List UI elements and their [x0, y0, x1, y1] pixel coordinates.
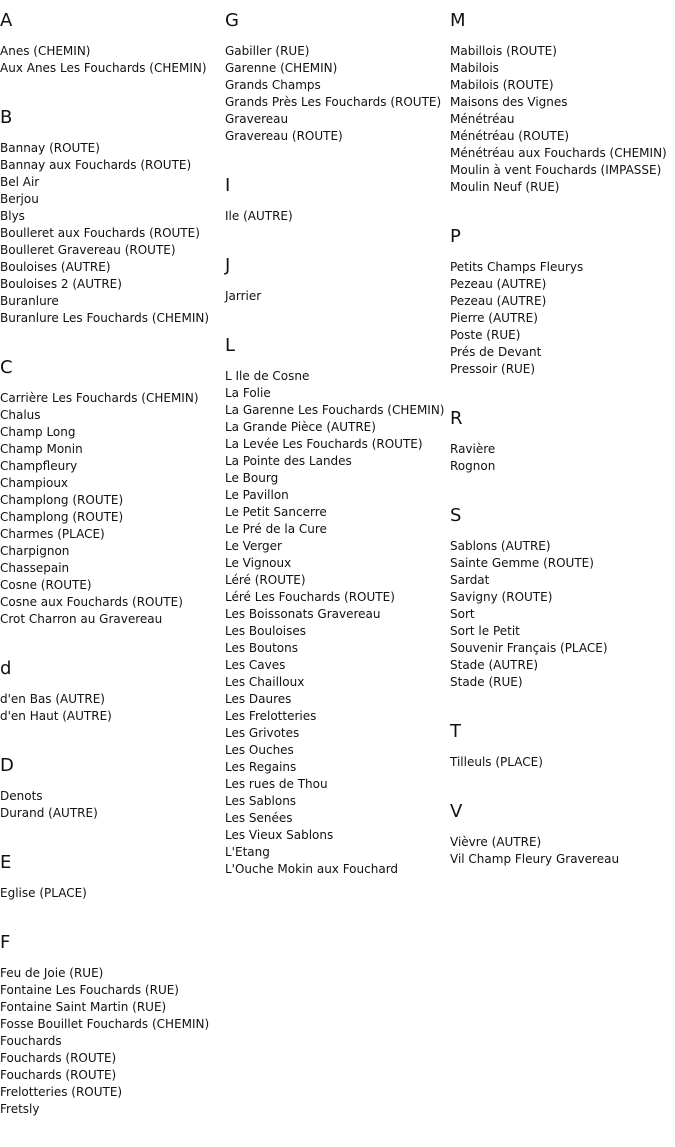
letter-heading: P — [450, 226, 461, 247]
street-item[interactable]: Fontaine Les Fouchards (RUE) — [0, 983, 179, 997]
street-item[interactable]: Le Pré de la Cure — [225, 522, 327, 536]
street-list — [0, 43, 222, 77]
letter-group — [0, 657, 222, 725]
street-item[interactable]: Bannay (ROUTE) — [0, 141, 100, 155]
street-item[interactable]: Sablons (AUTRE) — [450, 539, 551, 553]
street-item[interactable]: Bel Air — [0, 175, 40, 189]
street-item[interactable]: Berjou — [0, 192, 39, 206]
street-list — [0, 140, 222, 327]
street-item[interactable]: Chassepain — [0, 561, 70, 575]
street-item[interactable]: Les Caves — [225, 658, 286, 672]
street-item[interactable]: Fosse Bouillet Fouchards (CHEMIN) — [0, 1017, 210, 1031]
street-item[interactable]: Les Boutons — [225, 641, 299, 655]
street-item[interactable]: Rognon — [450, 459, 496, 473]
street-item[interactable]: Denots — [0, 789, 43, 803]
street-item[interactable]: Charmes (PLACE) — [0, 527, 105, 541]
street-list — [0, 390, 222, 628]
letter-group — [0, 754, 222, 822]
street-item[interactable]: Pezeau (AUTRE) — [450, 294, 547, 308]
street-item[interactable]: Aux Anes Les Fouchards (CHEMIN) — [0, 61, 207, 75]
street-item[interactable]: Bouloises (AUTRE) — [0, 260, 111, 274]
street-item[interactable]: Vil Champ Fleury Gravereau — [450, 852, 620, 866]
street-item[interactable]: Champlong (ROUTE) — [0, 510, 124, 524]
letter-group — [225, 9, 447, 145]
street-item[interactable]: Boulleret aux Fouchards (ROUTE) — [0, 226, 200, 240]
letter-heading: A — [0, 10, 13, 31]
street-item[interactable]: Cosne (ROUTE) — [0, 578, 92, 592]
street-item[interactable]: Le Bourg — [225, 471, 279, 485]
street-item[interactable]: Charpignon — [0, 544, 70, 558]
street-item[interactable]: Sardat — [450, 573, 490, 587]
street-item[interactable]: Les Ouches — [225, 743, 294, 757]
street-item[interactable]: Blys — [0, 209, 25, 223]
street-list — [450, 754, 675, 771]
street-list — [450, 441, 675, 475]
street-item[interactable]: d'en Haut (AUTRE) — [0, 709, 112, 723]
street-item[interactable]: Frelotteries (ROUTE) — [0, 1085, 123, 1099]
street-item[interactable]: d'en Bas (AUTRE) — [0, 692, 105, 706]
street-item[interactable]: Léré (ROUTE) — [225, 573, 306, 587]
letter-group — [0, 851, 222, 902]
street-item[interactable]: Crot Charron au Gravereau — [0, 612, 163, 626]
street-item[interactable]: Petits Champs Fleurys — [450, 260, 584, 274]
street-item[interactable]: Ménétréau aux Fouchards (CHEMIN) — [450, 146, 667, 160]
street-list — [450, 259, 675, 378]
street-item[interactable]: Moulin Neuf (RUE) — [450, 180, 560, 194]
street-item[interactable]: Maisons des Vignes — [450, 95, 568, 109]
street-item[interactable]: Sort — [450, 607, 475, 621]
street-item[interactable]: Fouchards — [0, 1034, 62, 1048]
street-item[interactable]: Le Petit Sancerre — [225, 505, 327, 519]
letter-heading: C — [0, 357, 13, 378]
street-item[interactable]: Bouloises 2 (AUTRE) — [0, 277, 122, 291]
street-item[interactable]: Anes (CHEMIN) — [0, 44, 91, 58]
street-item[interactable]: Jarrier — [225, 289, 262, 303]
street-item[interactable]: Pressoir (RUE) — [450, 362, 536, 376]
street-item[interactable]: Ménétréau — [450, 112, 515, 126]
street-item[interactable]: Tilleuls (PLACE) — [450, 755, 543, 769]
street-item[interactable]: Souvenir Français (PLACE) — [450, 641, 608, 655]
letter-group — [450, 800, 675, 868]
street-list — [225, 288, 447, 305]
letter-group — [225, 334, 447, 878]
street-item[interactable]: Bannay aux Fouchards (ROUTE) — [0, 158, 192, 172]
street-item[interactable]: Stade (AUTRE) — [450, 658, 539, 672]
street-item[interactable]: L Ile de Cosne — [225, 369, 310, 383]
street-item[interactable]: Mabilois — [450, 61, 499, 75]
street-list — [450, 538, 675, 691]
letter-heading: J — [225, 255, 231, 276]
street-item[interactable]: L'Ouche Mokin aux Fouchard — [225, 862, 399, 876]
street-item[interactable]: Fouchards (ROUTE) — [0, 1068, 117, 1082]
street-item[interactable]: Ménétréau (ROUTE) — [450, 129, 570, 143]
street-item[interactable]: Buranlure — [0, 294, 59, 308]
street-list — [225, 208, 447, 225]
letter-heading: V — [450, 801, 463, 822]
letter-heading: d — [0, 658, 12, 679]
letter-heading: I — [225, 175, 231, 196]
street-item[interactable]: Grands Champs — [225, 78, 321, 92]
street-item[interactable]: La Garenne Les Fouchards (CHEMIN) — [225, 403, 445, 417]
street-item[interactable]: Fretsly — [0, 1102, 40, 1116]
street-item[interactable]: Les Chailloux — [225, 675, 305, 689]
letter-heading: R — [450, 408, 463, 429]
street-item[interactable]: Sainte Gemme (ROUTE) — [450, 556, 594, 570]
street-item[interactable]: Champ Monin — [0, 442, 83, 456]
street-item[interactable]: Les Boissonats Gravereau — [225, 607, 381, 621]
street-item[interactable]: Grands Près Les Fouchards (ROUTE) — [225, 95, 442, 109]
street-item[interactable]: Ravière — [450, 442, 496, 456]
letter-group — [450, 504, 675, 691]
street-item[interactable]: La Grande Pièce (AUTRE) — [225, 420, 376, 434]
street-item[interactable]: La Levée Les Fouchards (ROUTE) — [225, 437, 423, 451]
street-index-column-3 — [450, 9, 675, 897]
street-item[interactable]: Mabillois (ROUTE) — [450, 44, 557, 58]
letter-group — [225, 174, 447, 225]
street-item[interactable]: Le Vignoux — [225, 556, 292, 570]
letter-heading: F — [0, 932, 11, 953]
letter-heading: B — [0, 107, 13, 128]
street-item[interactable]: Léré Les Fouchards (ROUTE) — [225, 590, 395, 604]
street-list — [0, 885, 222, 902]
street-item[interactable]: Champlong (ROUTE) — [0, 493, 124, 507]
letter-group — [450, 9, 675, 196]
letter-heading: L — [225, 335, 236, 356]
street-item[interactable]: Le Verger — [225, 539, 282, 553]
street-item[interactable]: Pezeau (AUTRE) — [450, 277, 547, 291]
letter-heading: S — [450, 505, 462, 526]
street-item[interactable]: Prés de Devant — [450, 345, 542, 359]
street-item[interactable]: Buranlure Les Fouchards (CHEMIN) — [0, 311, 210, 325]
street-list — [450, 834, 675, 868]
street-item[interactable]: Les Regains — [225, 760, 297, 774]
letter-group — [450, 225, 675, 378]
letter-group — [450, 407, 675, 475]
street-item[interactable]: Savigny (ROUTE) — [450, 590, 553, 604]
street-list — [450, 43, 675, 196]
street-item[interactable]: Champfleury — [0, 459, 78, 473]
street-item[interactable]: La Folie — [225, 386, 271, 400]
street-list — [0, 788, 222, 822]
street-list — [225, 368, 447, 878]
street-item[interactable]: L'Etang — [225, 845, 270, 859]
street-item[interactable]: Feu de Joie (RUE) — [0, 966, 104, 980]
letter-group — [0, 356, 222, 628]
street-item[interactable]: Durand (AUTRE) — [0, 806, 98, 820]
street-item[interactable]: Pierre (AUTRE) — [450, 311, 538, 325]
street-list — [225, 43, 447, 145]
street-item[interactable]: Mabilois (ROUTE) — [450, 78, 554, 92]
street-item[interactable]: Les rues de Thou — [225, 777, 328, 791]
street-item[interactable]: Les Senées — [225, 811, 293, 825]
street-item[interactable]: Boulleret Gravereau (ROUTE) — [0, 243, 176, 257]
letter-group — [450, 720, 675, 771]
letter-group — [0, 9, 222, 77]
letter-group — [0, 931, 222, 1118]
street-index-column-1 — [0, 9, 222, 1147]
street-item[interactable]: Vièvre (AUTRE) — [450, 835, 542, 849]
street-list — [0, 965, 222, 1118]
street-item[interactable]: Chalus — [0, 408, 41, 422]
street-item[interactable]: Les Daures — [225, 692, 292, 706]
letter-group — [225, 254, 447, 305]
street-item[interactable]: La Pointe des Landes — [225, 454, 352, 468]
letter-heading: E — [0, 852, 12, 873]
street-item[interactable]: Champ Long — [0, 425, 76, 439]
street-item[interactable]: Gravereau — [225, 112, 289, 126]
street-item[interactable]: Les Grivotes — [225, 726, 300, 740]
street-item[interactable]: Carrière Les Fouchards (CHEMIN) — [0, 391, 199, 405]
street-item[interactable]: Cosne aux Fouchards (ROUTE) — [0, 595, 183, 609]
street-item[interactable]: Sort le Petit — [450, 624, 520, 638]
letter-heading: G — [225, 10, 239, 31]
street-item[interactable]: Ile (AUTRE) — [225, 209, 293, 223]
letter-group — [0, 106, 222, 327]
street-item[interactable]: Champioux — [0, 476, 69, 490]
street-item[interactable]: Gravereau (ROUTE) — [225, 129, 343, 143]
street-item[interactable]: Poste (RUE) — [450, 328, 521, 342]
street-item[interactable]: Garenne (CHEMIN) — [225, 61, 338, 75]
letter-heading: M — [450, 10, 466, 31]
street-item[interactable]: Moulin à vent Fouchards (IMPASSE) — [450, 163, 662, 177]
street-item[interactable]: Fontaine Saint Martin (RUE) — [0, 1000, 167, 1014]
street-item[interactable]: Les Sablons — [225, 794, 297, 808]
street-item[interactable]: Les Vieux Sablons — [225, 828, 334, 842]
street-item[interactable]: Les Bouloises — [225, 624, 306, 638]
street-item[interactable]: Stade (RUE) — [450, 675, 523, 689]
street-index-column-2 — [225, 9, 447, 907]
street-item[interactable]: Le Pavillon — [225, 488, 289, 502]
street-item[interactable]: Eglise (PLACE) — [0, 886, 87, 900]
letter-heading: T — [450, 721, 461, 742]
street-item[interactable]: Gabiller (RUE) — [225, 44, 310, 58]
street-list — [0, 691, 222, 725]
letter-heading: D — [0, 755, 14, 776]
street-item[interactable]: Fouchards (ROUTE) — [0, 1051, 117, 1065]
street-item[interactable]: Les Frelotteries — [225, 709, 317, 723]
